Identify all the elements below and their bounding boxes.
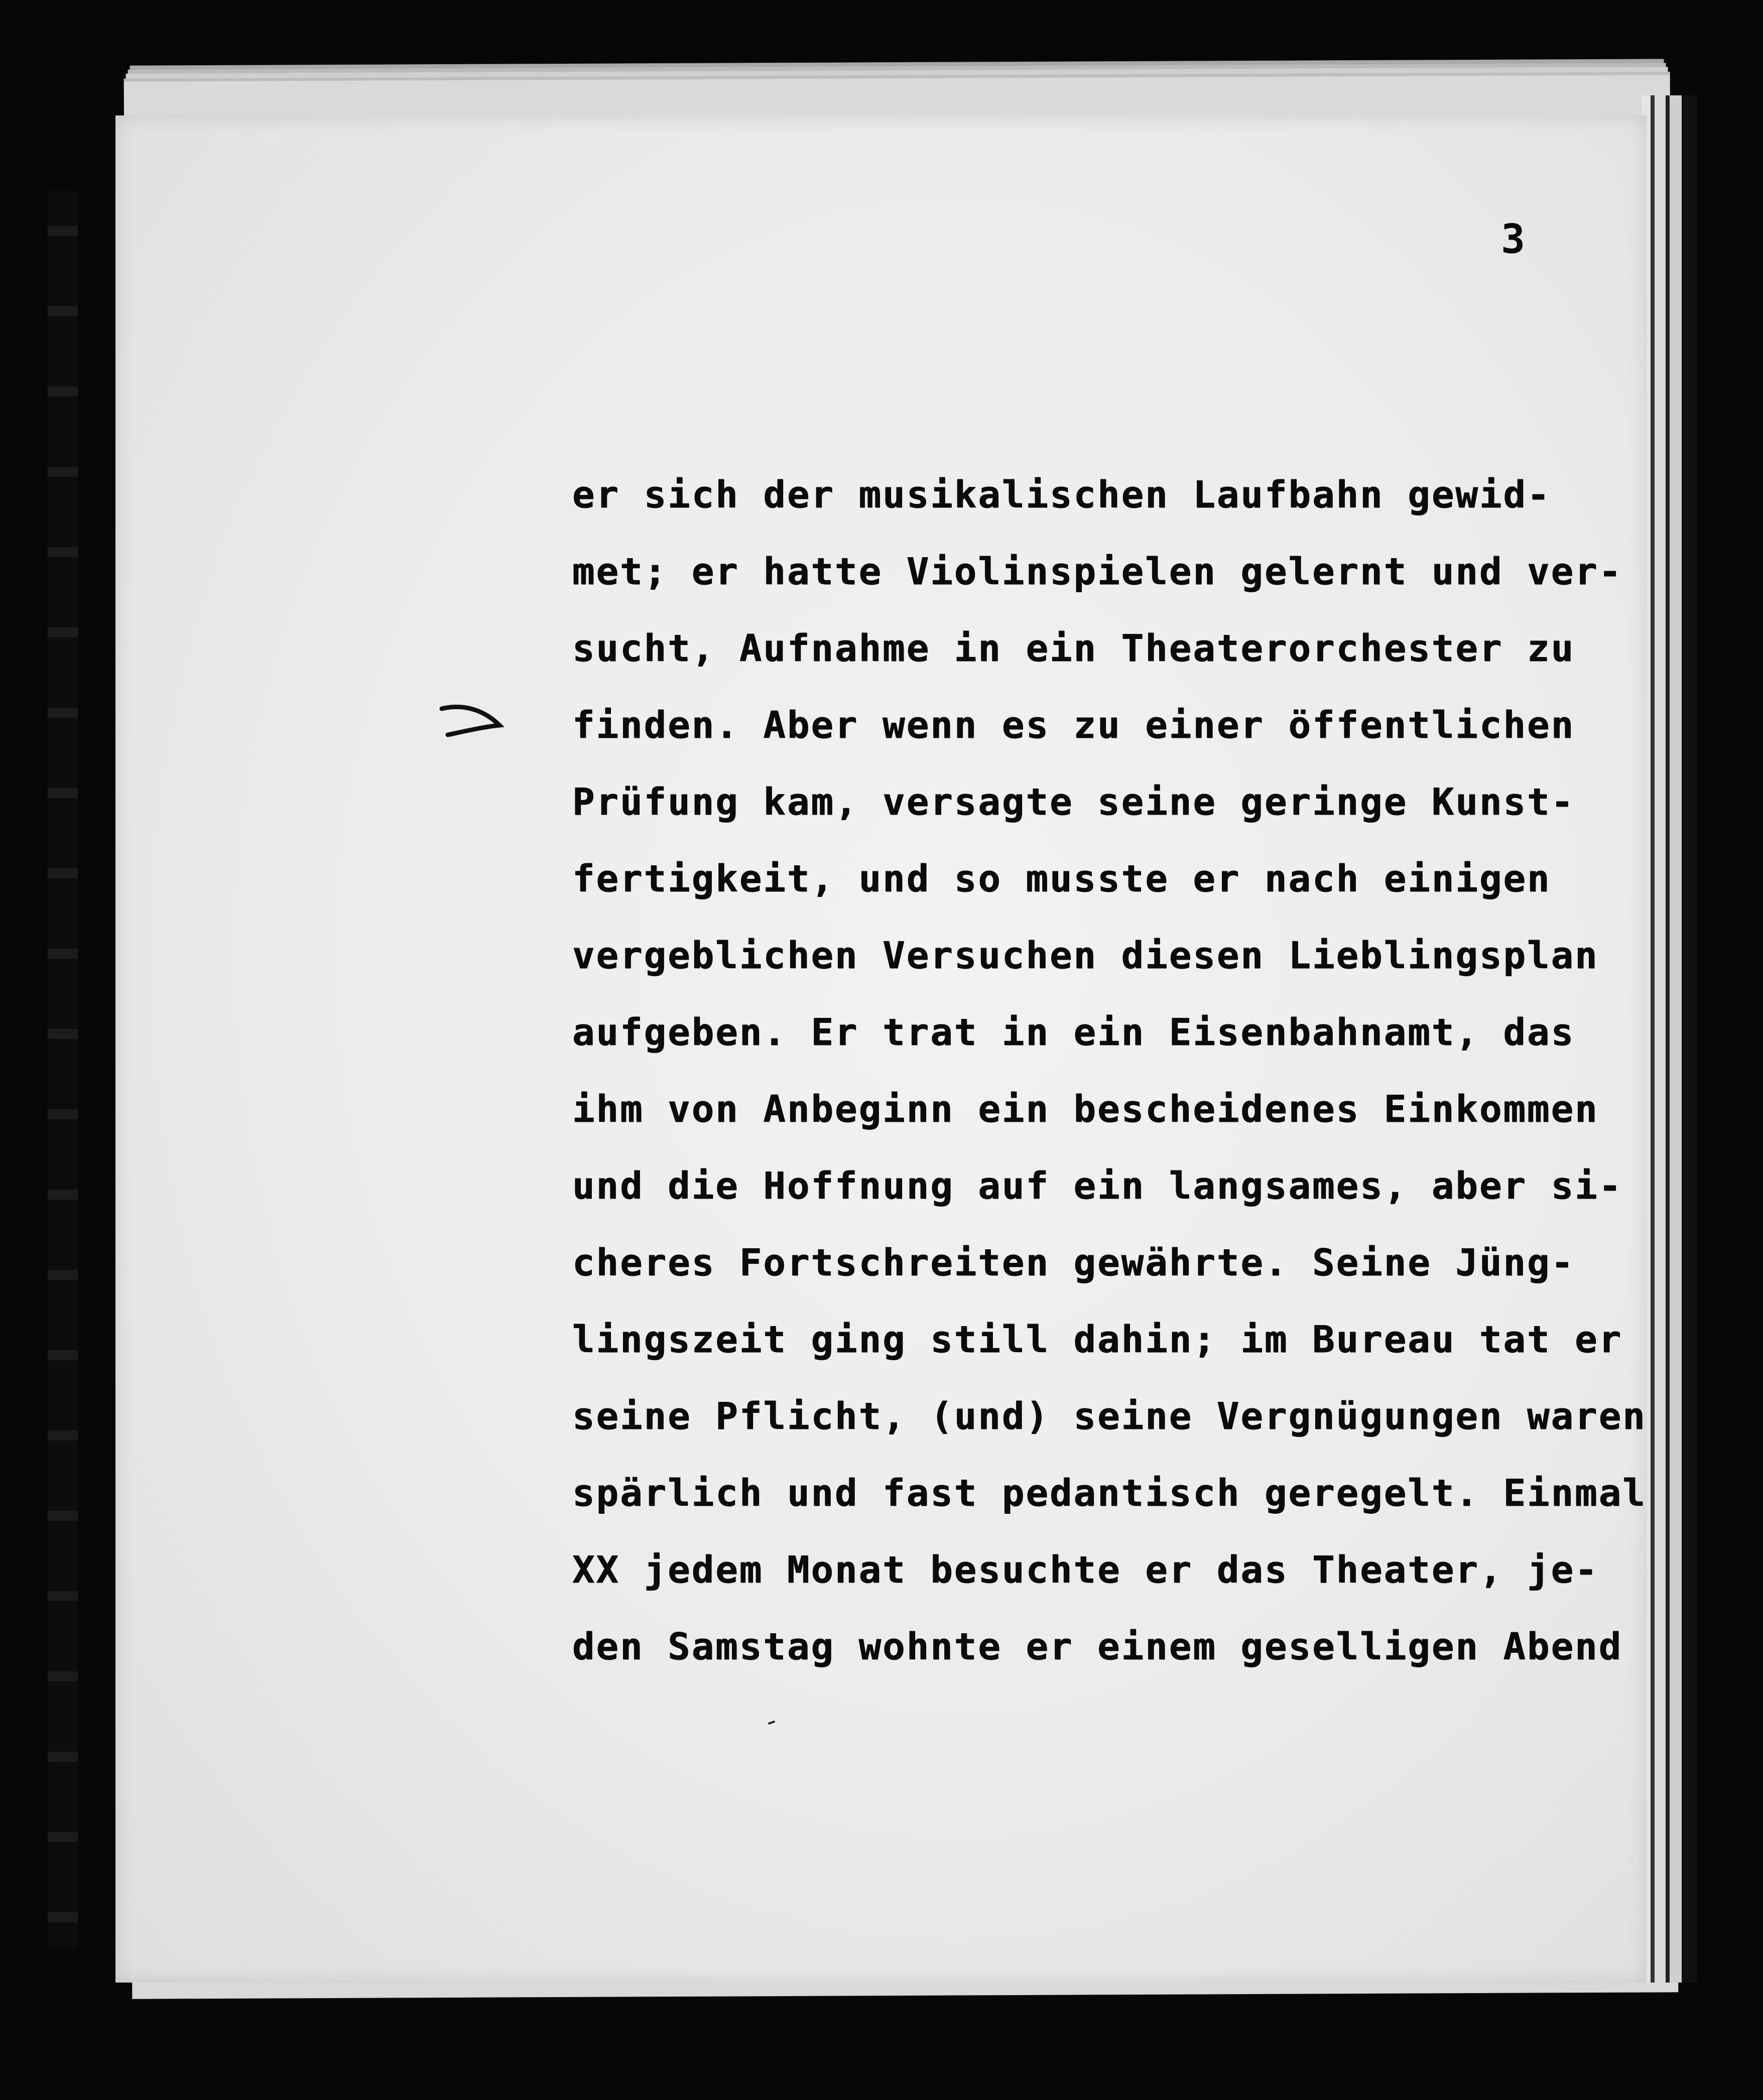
text-line: Prüfung kam, versagte seine geringe Kunst- — [572, 780, 1575, 824]
sheet-stack-right-edge — [1642, 95, 1697, 1983]
text-line: lingszeit ging still dahin; im Bureau tat er — [572, 1318, 1623, 1361]
text-line: seine Pflicht, (und) seine Vergnügungen waren — [572, 1395, 1647, 1438]
page-number: 3 — [1501, 216, 1526, 262]
text-line: vergeblichen Versuchen diesen Lieblingsplan — [572, 934, 1599, 977]
text-line: met; er hatte Violinspielen gelernt und ver- — [572, 550, 1623, 593]
text-line: spärlich und fast pedantisch geregelt. Einmal — [572, 1472, 1647, 1515]
text-line: XX jedem Monat besuchte er das Theater, je- — [572, 1548, 1599, 1592]
ink-speck — [768, 1721, 776, 1725]
body-text — [572, 457, 1647, 1685]
text-line: sucht, Aufnahme in ein Theaterorchester zu — [572, 627, 1575, 670]
text-line: aufgeben. Er trat in ein Eisenbahnamt, das — [572, 1011, 1575, 1054]
text-line: finden. Aber wenn es zu einer öffentlichen — [572, 704, 1575, 747]
text-line: und die Hoffnung auf ein langsames, aber si- — [572, 1164, 1623, 1208]
margin-bracket-mark — [437, 698, 507, 743]
typewritten-page — [115, 115, 1647, 1983]
text-line: cheres Fortschreiten gewährte. Seine Jüng- — [572, 1241, 1575, 1284]
text-line: den Samstag wohnte er einem geselligen Abend — [572, 1625, 1623, 1668]
film-edge — [48, 191, 78, 1947]
text-line: er sich der musikalischen Laufbahn gewid- — [572, 473, 1551, 516]
text-line: ihm von Anbeginn ein bescheidenes Einkommen — [572, 1088, 1599, 1131]
text-line: fertigkeit, und so musste er nach einigen — [572, 857, 1551, 900]
